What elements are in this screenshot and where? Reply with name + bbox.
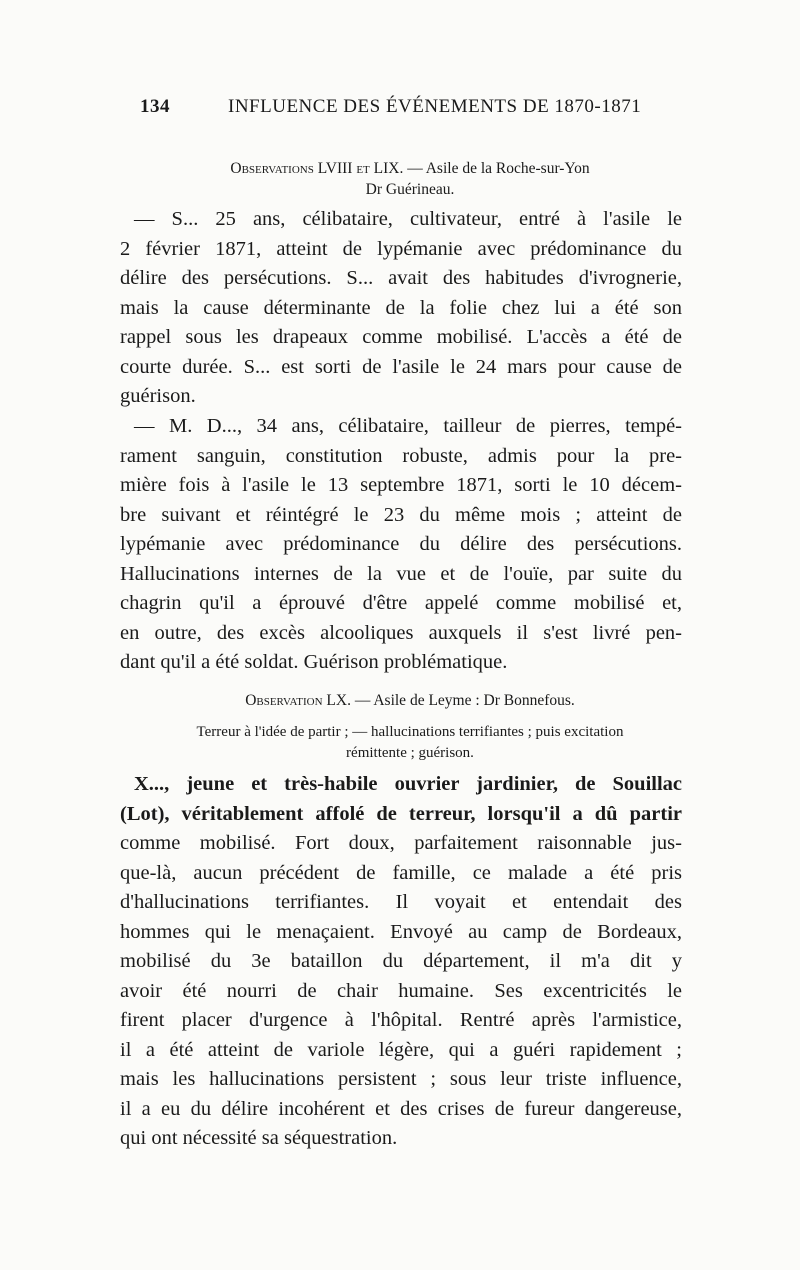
text-line: lypémanie avec prédominance du délire des persécutions. (120, 533, 682, 555)
text-line: (Lot), véritablement affolé de terreur, lorsqu'il a dû partir (120, 802, 682, 825)
heading-line (140, 690, 680, 711)
text-line: mais les hallucinations persistent ; sous leur triste influence, (120, 1068, 682, 1090)
heading-label: Observation LX. (245, 692, 351, 709)
text-line: — M. D..., 34 ans, célibataire, tailleur de pierres, tempé- (134, 415, 682, 437)
paragraph-m-d (120, 412, 682, 678)
paragraph-s (120, 205, 682, 412)
text-line: X..., jeune et très-habile ouvrier jardinier, de Souillac (134, 773, 682, 795)
text-line: courte durée. S... est sorti de l'asile le 24 mars pour cause de (120, 355, 682, 378)
text-line: avoir été nourri de chair humaine. Ses excentricités le (120, 979, 682, 1002)
text-line: dant qu'il a été soldat. Guérison problématique. (120, 651, 508, 673)
text-line: bre suivant et réintégré le 23 du même mois ; atteint de (120, 503, 682, 526)
text-line: qui ont nécessité sa séquestration. (120, 1127, 398, 1149)
text-line: comme mobilisé. Fort doux, parfaitement raisonnable jus- (120, 832, 682, 854)
text-line: firent placer d'urgence à l'hôpital. Rentré après l'armistice, (120, 1009, 682, 1031)
heading-line-1 (140, 158, 680, 179)
paragraph-x (120, 770, 682, 1154)
text-line: mais la cause déterminante de la folie chez lui a été son (120, 296, 682, 319)
text-line: 2 février 1871, atteint de lypémanie avec prédominance du (120, 237, 682, 260)
summary-line-2: rémittente ; guérison. (346, 745, 474, 761)
heading-line-2: Dr Guérineau. (365, 181, 455, 198)
text-line: — S... 25 ans, célibataire, cultivateur, entré à l'asile le (134, 208, 682, 230)
heading-label: Observations LVIII et LIX. (230, 160, 404, 177)
text-line: en outre, des excès alcooliques auxquels il s'est livré pen- (120, 621, 682, 644)
text-line: guérison. (120, 385, 196, 407)
text-line: Hallucinations internes de la vue et de l'ouïe, par suite du (120, 562, 682, 585)
text-line: mière fois à l'asile le 13 septembre 1871, sorti le 10 décem- (120, 474, 682, 496)
observation-heading-60 (140, 690, 680, 711)
text-line: rappel sous les drapeaux comme mobilisé. L'accès a été de (120, 326, 682, 348)
observation-summary (140, 722, 680, 764)
observation-heading-58-59 (140, 158, 680, 200)
text-line: rament sanguin, constitution robuste, admis pour la pre- (120, 444, 682, 467)
text-line: chagrin qu'il a éprouvé d'être appelé comme mobilisé et, (120, 592, 682, 614)
text-line: il a eu du délire incohérent et des crises de fureur dangereuse, (120, 1097, 682, 1120)
heading-asylum: — Asile de Leyme : Dr Bonnefous. (350, 692, 575, 709)
page-number: 134 (140, 96, 170, 117)
running-title: INFLUENCE DES ÉVÉNEMENTS DE 1870-1871 (228, 96, 642, 117)
text-line: hommes qui le menaçaient. Envoyé au camp de Bordeaux, (120, 920, 682, 943)
text-line: mobilisé du 3e bataillon du département, il m'a dit y (120, 950, 682, 972)
summary-line-1: Terreur à l'idée de partir ; — hallucinations terrifiantes ; puis excitation (196, 724, 624, 740)
text-line: il a été atteint de variole légère, qui a guéri rapidement ; (120, 1038, 682, 1061)
text-line: que-là, aucun précédent de famille, ce malade a été pris (120, 861, 682, 884)
text-line: délire des persécutions. S... avait des habitudes d'ivrognerie, (120, 267, 682, 289)
heading-asylum: — Asile de la Roche-sur-Yon (403, 160, 590, 177)
text-line: d'hallucinations terrifiantes. Il voyait et entendait des (120, 891, 682, 913)
